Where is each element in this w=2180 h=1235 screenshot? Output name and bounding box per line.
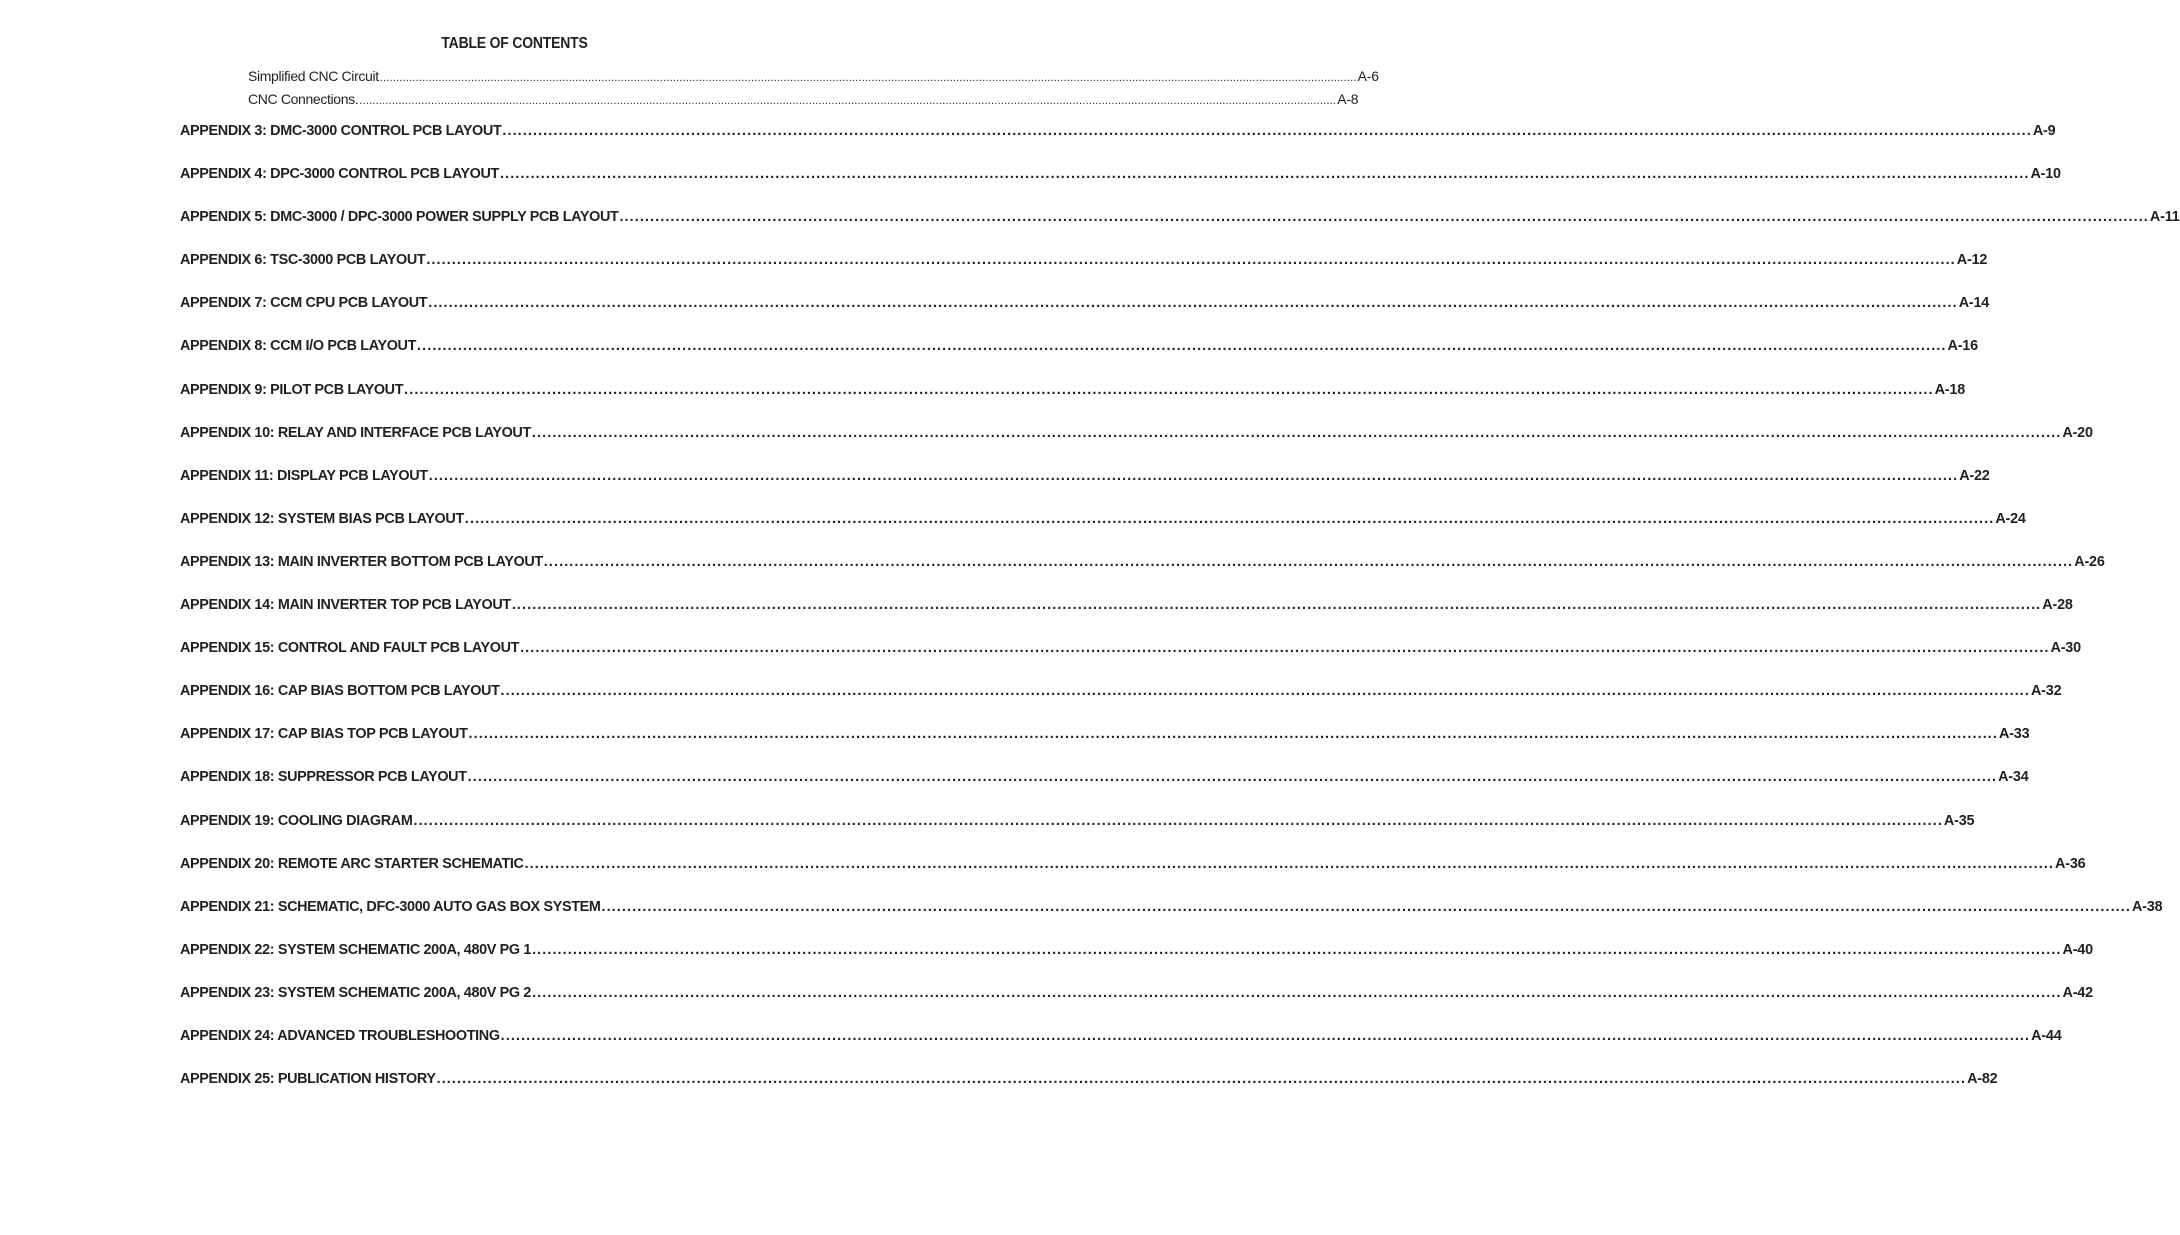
toc-entry-label: APPENDIX 8: CCM I/O PCB LAYOUT <box>180 338 417 355</box>
dot-leader: ............................................................................................................................................................................................................................................................................................................ <box>436 1071 1967 1088</box>
dot-leader: ............................................................................................................................................................................................................................................................................................................ <box>619 209 2149 226</box>
toc-entry-label: APPENDIX 24: ADVANCED TROUBLESHOOTING <box>180 1027 500 1044</box>
dot-leader: ............................................................................................................................................................................................................................................................................................................ <box>531 424 2062 441</box>
toc-entry-page: A-10 <box>2030 166 2061 183</box>
toc-entry-label: APPENDIX 18: SUPPRESSOR PCB LAYOUT <box>180 769 467 786</box>
toc-entry-appendix-14 <box>180 597 2073 640</box>
toc-entry-page: A-33 <box>1999 726 2030 743</box>
toc-entry-label: APPENDIX 10: RELAY AND INTERFACE PCB LAYOUT <box>180 424 531 441</box>
toc-entry-label: APPENDIX 5: DMC-3000 / DPC-3000 POWER SUPPLY PCB LAYOUT <box>180 209 619 226</box>
toc-entry-appendix-15 <box>180 640 2081 683</box>
toc-entry-label: APPENDIX 21: SCHEMATIC, DFC-3000 AUTO GAS BOX SYSTEM <box>180 898 601 915</box>
toc-entry-appendix-22 <box>180 941 2093 985</box>
toc-entry-appendix-13 <box>180 553 2105 597</box>
dot-leader: ............................................................................................................................................................................................................................................................................................................ <box>524 855 2055 872</box>
toc-entry-label: APPENDIX 23: SYSTEM SCHEMATIC 200A, 480V PG 2 <box>180 984 532 1001</box>
toc-entry-page: A-24 <box>1995 510 2026 527</box>
toc-entry-label: APPENDIX 19: COOLING DIAGRAM <box>180 812 413 829</box>
toc-entry-appendix-6 <box>180 252 1988 295</box>
toc-sub-entry <box>248 91 1359 114</box>
toc-entry-label: APPENDIX 12: SYSTEM BIAS PCB LAYOUT <box>180 510 464 527</box>
dot-leader: ............................................................................................................................................................................................................................................................................................................ <box>379 72 1357 84</box>
dot-leader: ............................................................................................................................................................................................................................................................................................................ <box>417 338 1947 355</box>
toc-entry-page: A-28 <box>2042 597 2073 614</box>
toc-entry-page: A-44 <box>2031 1027 2062 1044</box>
toc-entry-appendix-25 <box>180 1071 1998 1114</box>
toc-sub-entry-label: CNC Connections. <box>248 91 359 107</box>
toc-entry-appendix-4 <box>180 166 2061 209</box>
toc-entry-appendix-19 <box>180 812 1975 856</box>
toc-entry-appendix-21 <box>180 898 2163 942</box>
toc-entry-appendix-20 <box>180 855 2086 899</box>
toc-entry-label: APPENDIX 6: TSC-3000 PCB LAYOUT <box>180 252 426 269</box>
toc-entry-page: A-30 <box>2050 640 2081 657</box>
dot-leader: ............................................................................................................................................................................................................................................................................................................ <box>532 941 2062 958</box>
toc-entry-page: A-22 <box>1959 467 1990 484</box>
toc-entry-appendix-17 <box>180 726 2030 769</box>
toc-entry-page: A-20 <box>2062 424 2093 441</box>
toc-sub-entry-page: A-8 <box>1337 91 1359 107</box>
dot-leader: ............................................................................................................................................................................................................................................................................................................ <box>601 898 2131 915</box>
dot-leader: ............................................................................................................................................................................................................................................................................................................ <box>500 1027 2031 1044</box>
toc-entry-label: APPENDIX 14: MAIN INVERTER TOP PCB LAYOUT <box>180 597 511 614</box>
toc-entry-page: A-36 <box>2055 855 2086 872</box>
dot-leader: ............................................................................................................................................................................................................................................................................................................ <box>428 295 1958 312</box>
dot-leader: ............................................................................................................................................................................................................................................................................................................ <box>464 510 1995 527</box>
toc-entry-label: APPENDIX 4: DPC-3000 CONTROL PCB LAYOUT <box>180 166 499 183</box>
toc-sub-entries <box>248 68 1379 114</box>
toc-entry-appendix-23 <box>180 984 2093 1028</box>
toc-entry-label: APPENDIX 15: CONTROL AND FAULT PCB LAYOUT <box>180 640 520 657</box>
dot-leader: ............................................................................................................................................................................................................................................................................................................ <box>502 123 2032 139</box>
toc-entry-label: APPENDIX 3: DMC-3000 CONTROL PCB LAYOUT <box>180 123 502 139</box>
toc-entry-page: A-32 <box>2030 683 2062 700</box>
toc-entry-page: A-16 <box>1947 338 1978 355</box>
toc-entry-appendix-7 <box>180 295 1990 338</box>
dot-leader: ............................................................................................................................................................................................................................................................................................................ <box>359 95 1337 107</box>
dot-leader: ............................................................................................................................................................................................................................................................................................................ <box>404 381 1934 398</box>
dot-leader: ............................................................................................................................................................................................................................................................................................................ <box>467 769 1998 786</box>
toc-entry-label: APPENDIX 20: REMOTE ARC STARTER SCHEMATIC <box>180 855 524 872</box>
toc-entry-appendix-9 <box>180 381 1966 425</box>
toc-entry-appendix-24 <box>180 1027 2062 1071</box>
toc-entry-appendix-5 <box>180 209 2180 252</box>
toc-entry-label: APPENDIX 17: CAP BIAS TOP PCB LAYOUT <box>180 726 468 743</box>
toc-entry-label: APPENDIX 16: CAP BIAS BOTTOM PCB LAYOUT <box>180 683 500 700</box>
toc-sub-entry-page: A-6 <box>1357 68 1379 84</box>
toc-entry-label: APPENDIX 7: CCM CPU PCB LAYOUT <box>180 295 428 312</box>
toc-entry-page: A-14 <box>1958 295 1990 312</box>
toc-entry-appendix-8 <box>180 338 1978 381</box>
toc-entry-label: APPENDIX 13: MAIN INVERTER BOTTOM PCB LAYOUT <box>180 553 543 570</box>
toc-sub-entry-label: Simplified CNC Circuit <box>248 68 379 84</box>
toc-entry-page: A-38 <box>2131 898 2163 915</box>
toc-entry-label: APPENDIX 25: PUBLICATION HISTORY <box>180 1071 436 1088</box>
toc-entry-page: A-82 <box>1967 1071 1998 1088</box>
toc-entry-page: A-26 <box>2074 553 2105 570</box>
dot-leader: ............................................................................................................................................................................................................................................................................................................ <box>500 166 2030 183</box>
dot-leader: ............................................................................................................................................................................................................................................................................................................ <box>428 467 1959 484</box>
toc-entry-label: APPENDIX 11: DISPLAY PCB LAYOUT <box>180 467 428 484</box>
toc-entry-page: A-35 <box>1943 812 1975 829</box>
toc-entry-page: A-42 <box>2062 984 2093 1001</box>
toc-title: TABLE OF CONTENTS <box>441 35 588 52</box>
toc-entry-page: A-9 <box>2032 123 2056 139</box>
toc-entry-label: APPENDIX 22: SYSTEM SCHEMATIC 200A, 480V PG 1 <box>180 941 532 958</box>
dot-leader: ............................................................................................................................................................................................................................................................................................................ <box>426 252 1956 269</box>
toc-entry-page: A-18 <box>1934 381 1966 398</box>
dot-leader: ............................................................................................................................................................................................................................................................................................................ <box>520 640 2050 657</box>
toc-entries <box>180 123 2180 1114</box>
dot-leader: ............................................................................................................................................................................................................................................................................................................ <box>500 683 2030 700</box>
toc-entry-page: A-40 <box>2062 941 2093 958</box>
toc-entry-appendix-16 <box>180 683 2062 726</box>
toc-entry-appendix-11 <box>180 467 1990 511</box>
toc-entry-appendix-18 <box>180 769 2029 812</box>
toc-entry-label: APPENDIX 9: PILOT PCB LAYOUT <box>180 381 404 398</box>
toc-entry-page: A-12 <box>1956 252 1988 269</box>
toc-entry-page: A-34 <box>1998 769 2029 786</box>
dot-leader: ............................................................................................................................................................................................................................................................................................................ <box>511 597 2042 614</box>
toc-sub-entry <box>248 68 1379 91</box>
toc-entry-appendix-10 <box>180 424 2093 468</box>
dot-leader: ............................................................................................................................................................................................................................................................................................................ <box>468 726 1998 743</box>
toc-entry-appendix-12 <box>180 510 2026 554</box>
dot-leader: ............................................................................................................................................................................................................................................................................................................ <box>532 984 2062 1001</box>
toc-entry-appendix-3 <box>180 123 2056 166</box>
dot-leader: ............................................................................................................................................................................................................................................................................................................ <box>413 812 1943 829</box>
dot-leader: ............................................................................................................................................................................................................................................................................................................ <box>543 553 2074 570</box>
toc-entry-page: A-11 <box>2149 209 2180 226</box>
